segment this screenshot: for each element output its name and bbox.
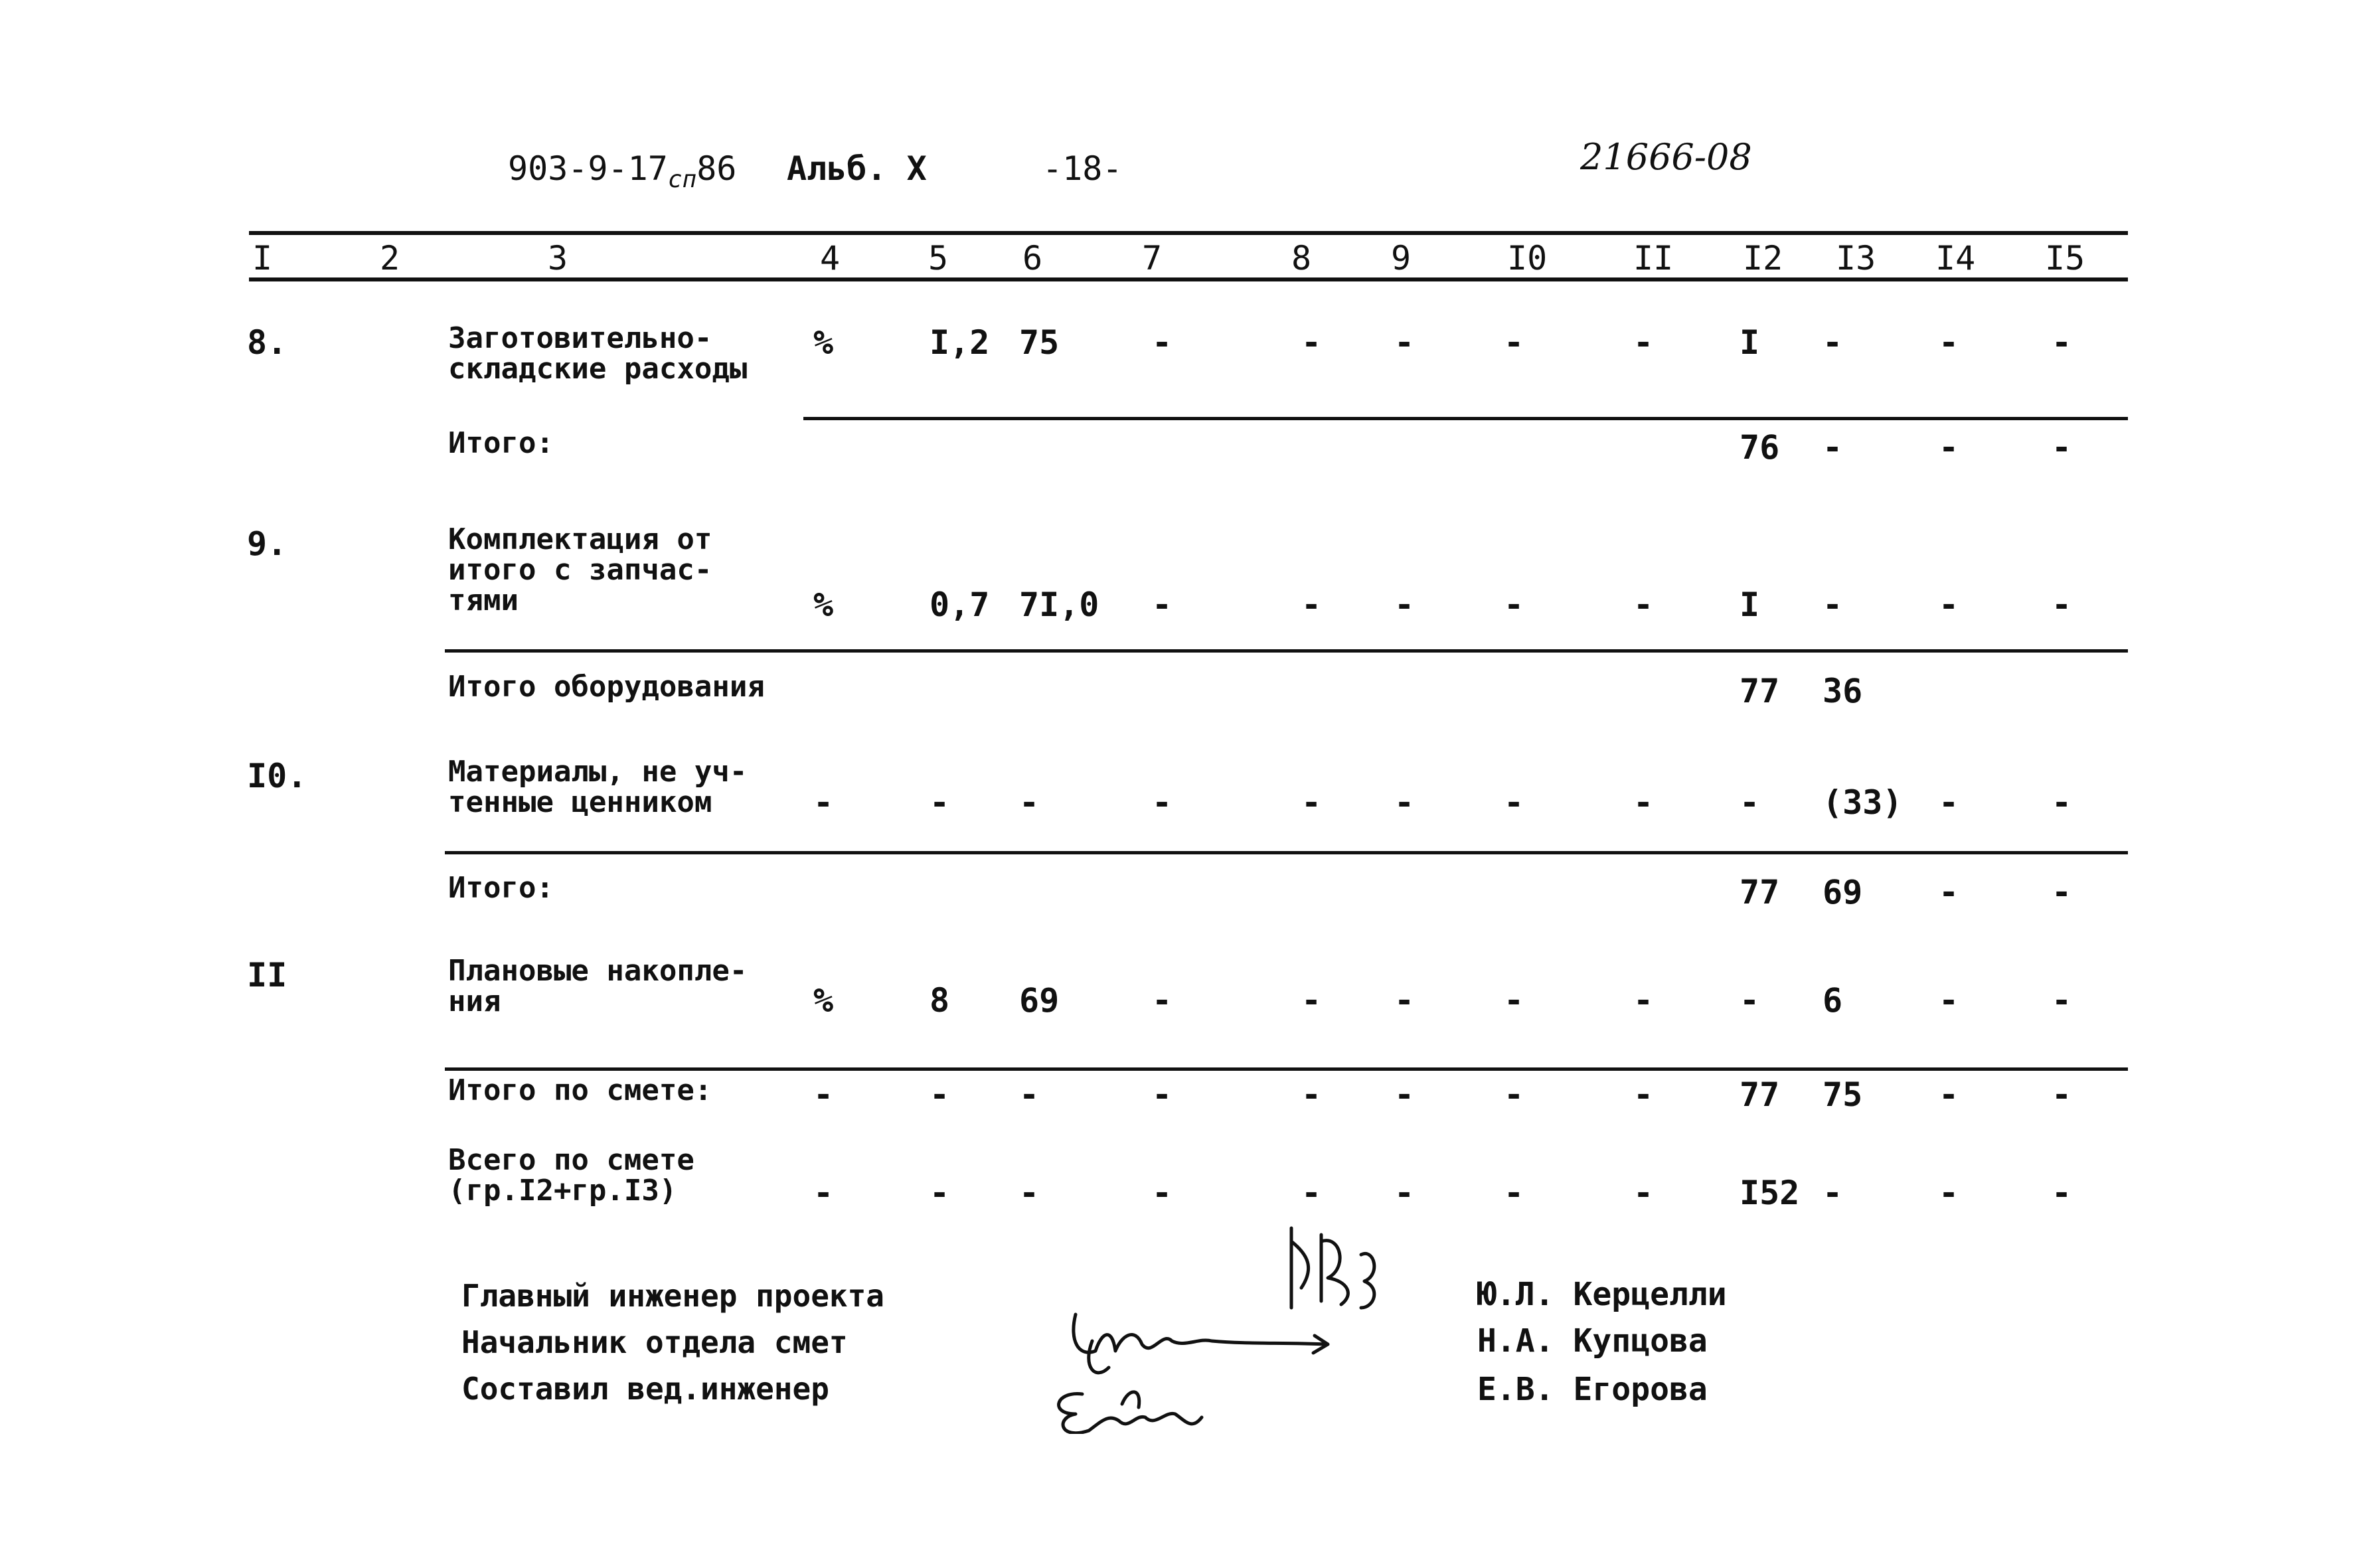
column-number: I5 bbox=[2045, 239, 2085, 277]
cell-value: 77 bbox=[1740, 672, 1780, 710]
row-number: II bbox=[247, 956, 287, 994]
cell-value: 75 bbox=[1019, 323, 1060, 362]
row-description bbox=[448, 1145, 694, 1206]
cell-value: I52 bbox=[1740, 1174, 1800, 1212]
row-rule bbox=[445, 1067, 2128, 1071]
row-description bbox=[448, 757, 747, 818]
empty-dash: - bbox=[1504, 981, 1524, 1020]
empty-dash: - bbox=[1152, 1075, 1173, 1114]
empty-dash: - bbox=[930, 783, 950, 822]
role-compiler: Составил вед.инженер bbox=[461, 1371, 829, 1407]
name-compiler: Е.В. Егорова bbox=[1477, 1371, 1708, 1408]
album-label: Альб. X bbox=[787, 149, 927, 188]
column-number: 8 bbox=[1291, 239, 1312, 277]
empty-dash: - bbox=[2052, 873, 2072, 911]
empty-dash: - bbox=[1939, 1075, 1959, 1114]
empty-dash: - bbox=[1019, 1075, 1040, 1114]
empty-dash: - bbox=[1633, 1174, 1654, 1212]
column-number: I4 bbox=[1935, 239, 1976, 277]
empty-dash: - bbox=[1019, 783, 1040, 822]
description-line: Всего по смете bbox=[448, 1143, 694, 1177]
row-rule bbox=[803, 417, 2128, 420]
row-description bbox=[448, 873, 554, 903]
header-rule-bottom bbox=[249, 277, 2128, 281]
empty-dash: - bbox=[1301, 1174, 1322, 1212]
description-line: Итого: bbox=[448, 871, 554, 905]
empty-dash: - bbox=[1939, 783, 1959, 822]
empty-dash: - bbox=[1152, 586, 1173, 624]
empty-dash: - bbox=[1740, 783, 1760, 822]
handwritten-signatures bbox=[1029, 1215, 1427, 1434]
description-line: Комплектация от bbox=[448, 522, 712, 556]
empty-dash: - bbox=[1394, 783, 1415, 822]
empty-dash: - bbox=[813, 1174, 834, 1212]
cell-value: I bbox=[1740, 586, 1760, 624]
empty-dash: - bbox=[1740, 981, 1760, 1020]
empty-dash: - bbox=[2052, 586, 2072, 624]
empty-dash: - bbox=[813, 1075, 834, 1114]
cell-value: % bbox=[813, 981, 834, 1020]
empty-dash: - bbox=[1301, 323, 1322, 362]
empty-dash: - bbox=[1152, 783, 1173, 822]
empty-dash: - bbox=[1301, 1075, 1322, 1114]
empty-dash: - bbox=[1394, 1075, 1415, 1114]
cell-value: 77 bbox=[1740, 1075, 1780, 1114]
description-line: Заготовительно- bbox=[448, 321, 712, 355]
description-line: Итого: bbox=[448, 426, 554, 460]
row-description bbox=[448, 428, 554, 459]
empty-dash: - bbox=[1939, 1174, 1959, 1212]
column-number: 5 bbox=[928, 239, 949, 277]
description-line: итого с запчас- bbox=[448, 553, 712, 587]
name-head-of-estimates: Н.А. Купцова bbox=[1477, 1322, 1708, 1360]
row-description bbox=[448, 672, 765, 702]
empty-dash: - bbox=[1633, 783, 1654, 822]
empty-dash: - bbox=[1939, 428, 1959, 467]
cell-value: 7I,0 bbox=[1019, 586, 1099, 624]
row-number: 8. bbox=[247, 323, 287, 362]
doc-code-sub: сп bbox=[667, 166, 697, 193]
column-number: I3 bbox=[1836, 239, 1876, 277]
empty-dash: - bbox=[1939, 586, 1959, 624]
empty-dash: - bbox=[2052, 428, 2072, 467]
description-line: (гр.I2+гр.I3) bbox=[448, 1174, 677, 1208]
row-rule bbox=[445, 649, 2128, 653]
column-number: I2 bbox=[1743, 239, 1783, 277]
row-number: I0. bbox=[247, 757, 307, 795]
description-line: складские расходы bbox=[448, 352, 748, 386]
empty-dash: - bbox=[1152, 981, 1173, 1020]
empty-dash: - bbox=[930, 1174, 950, 1212]
cell-value: 77 bbox=[1740, 873, 1780, 911]
cell-value: 6 bbox=[1823, 981, 1843, 1020]
doc-code: $903-9-17_{сп}86$ bbox=[508, 149, 737, 193]
role-chief-engineer: Главный инженер проекта bbox=[461, 1278, 884, 1314]
description-line: ния bbox=[448, 984, 501, 1018]
empty-dash: - bbox=[1504, 323, 1524, 362]
empty-dash: - bbox=[1394, 1174, 1415, 1212]
column-number: II bbox=[1633, 239, 1674, 277]
cell-value: % bbox=[813, 586, 834, 624]
empty-dash: - bbox=[1394, 323, 1415, 362]
column-number: I0 bbox=[1507, 239, 1548, 277]
column-number: 4 bbox=[820, 239, 841, 277]
empty-dash: - bbox=[2052, 1174, 2072, 1212]
row-description bbox=[448, 956, 747, 1017]
empty-dash: - bbox=[1504, 1075, 1524, 1114]
empty-dash: - bbox=[2052, 1075, 2072, 1114]
empty-dash: - bbox=[1823, 323, 1843, 362]
row-description bbox=[448, 323, 747, 384]
page-number: -18- bbox=[1042, 149, 1123, 188]
column-number: 7 bbox=[1142, 239, 1163, 277]
empty-dash: - bbox=[1504, 1174, 1524, 1212]
column-number: I bbox=[252, 239, 273, 277]
empty-dash: - bbox=[1301, 981, 1322, 1020]
row-rule bbox=[445, 851, 2128, 854]
row-description bbox=[448, 524, 712, 616]
empty-dash: - bbox=[1939, 981, 1959, 1020]
empty-dash: - bbox=[1152, 323, 1173, 362]
cell-value: 69 bbox=[1823, 873, 1863, 911]
cell-value: 75 bbox=[1823, 1075, 1863, 1114]
empty-dash: - bbox=[1823, 586, 1843, 624]
empty-dash: - bbox=[2052, 323, 2072, 362]
empty-dash: - bbox=[1301, 783, 1322, 822]
empty-dash: - bbox=[1823, 1174, 1843, 1212]
empty-dash: - bbox=[1939, 323, 1959, 362]
description-line: Материалы, не уч- bbox=[448, 755, 748, 789]
cell-value: I bbox=[1740, 323, 1760, 362]
description-line: Итого оборудования bbox=[448, 670, 765, 704]
empty-dash: - bbox=[1939, 873, 1959, 911]
empty-dash: - bbox=[1633, 981, 1654, 1020]
description-line: тями bbox=[448, 584, 519, 617]
cell-value: I,2 bbox=[930, 323, 990, 362]
cell-value: 76 bbox=[1740, 428, 1780, 467]
empty-dash: - bbox=[1504, 783, 1524, 822]
cell-value: 69 bbox=[1019, 981, 1060, 1020]
cell-value: 36 bbox=[1823, 672, 1863, 710]
cell-value: % bbox=[813, 323, 834, 362]
description-line: Плановые накопле- bbox=[448, 954, 748, 988]
row-number: 9. bbox=[247, 524, 287, 563]
description-line: Итого по смете: bbox=[448, 1073, 712, 1107]
empty-dash: - bbox=[1633, 1075, 1654, 1114]
empty-dash: - bbox=[1301, 586, 1322, 624]
empty-dash: - bbox=[1504, 586, 1524, 624]
empty-dash: - bbox=[2052, 783, 2072, 822]
empty-dash: - bbox=[1394, 981, 1415, 1020]
role-head-of-estimates: Начальник отдела смет bbox=[461, 1324, 848, 1360]
empty-dash: - bbox=[1633, 323, 1654, 362]
empty-dash: - bbox=[813, 783, 834, 822]
empty-dash: - bbox=[2052, 981, 2072, 1020]
name-chief-engineer: Ю.Л. Керцелли bbox=[1477, 1276, 1727, 1313]
stamp-number: 21666-08 bbox=[1580, 136, 1752, 178]
empty-dash: - bbox=[1019, 1174, 1040, 1212]
description-line: тенные ценником bbox=[448, 785, 712, 819]
header-rule-top bbox=[249, 231, 2128, 235]
empty-dash: - bbox=[1152, 1174, 1173, 1212]
column-number: 2 bbox=[380, 239, 400, 277]
column-number: 6 bbox=[1022, 239, 1043, 277]
column-number: 3 bbox=[548, 239, 568, 277]
empty-dash: - bbox=[1823, 428, 1843, 467]
cell-value: 0,7 bbox=[930, 586, 990, 624]
empty-dash: - bbox=[1633, 586, 1654, 624]
cell-value: 8 bbox=[930, 981, 950, 1020]
empty-dash: - bbox=[1394, 586, 1415, 624]
empty-dash: - bbox=[930, 1075, 950, 1114]
cell-value: (33) bbox=[1823, 783, 1903, 822]
column-number: 9 bbox=[1391, 239, 1412, 277]
row-description bbox=[448, 1075, 712, 1106]
